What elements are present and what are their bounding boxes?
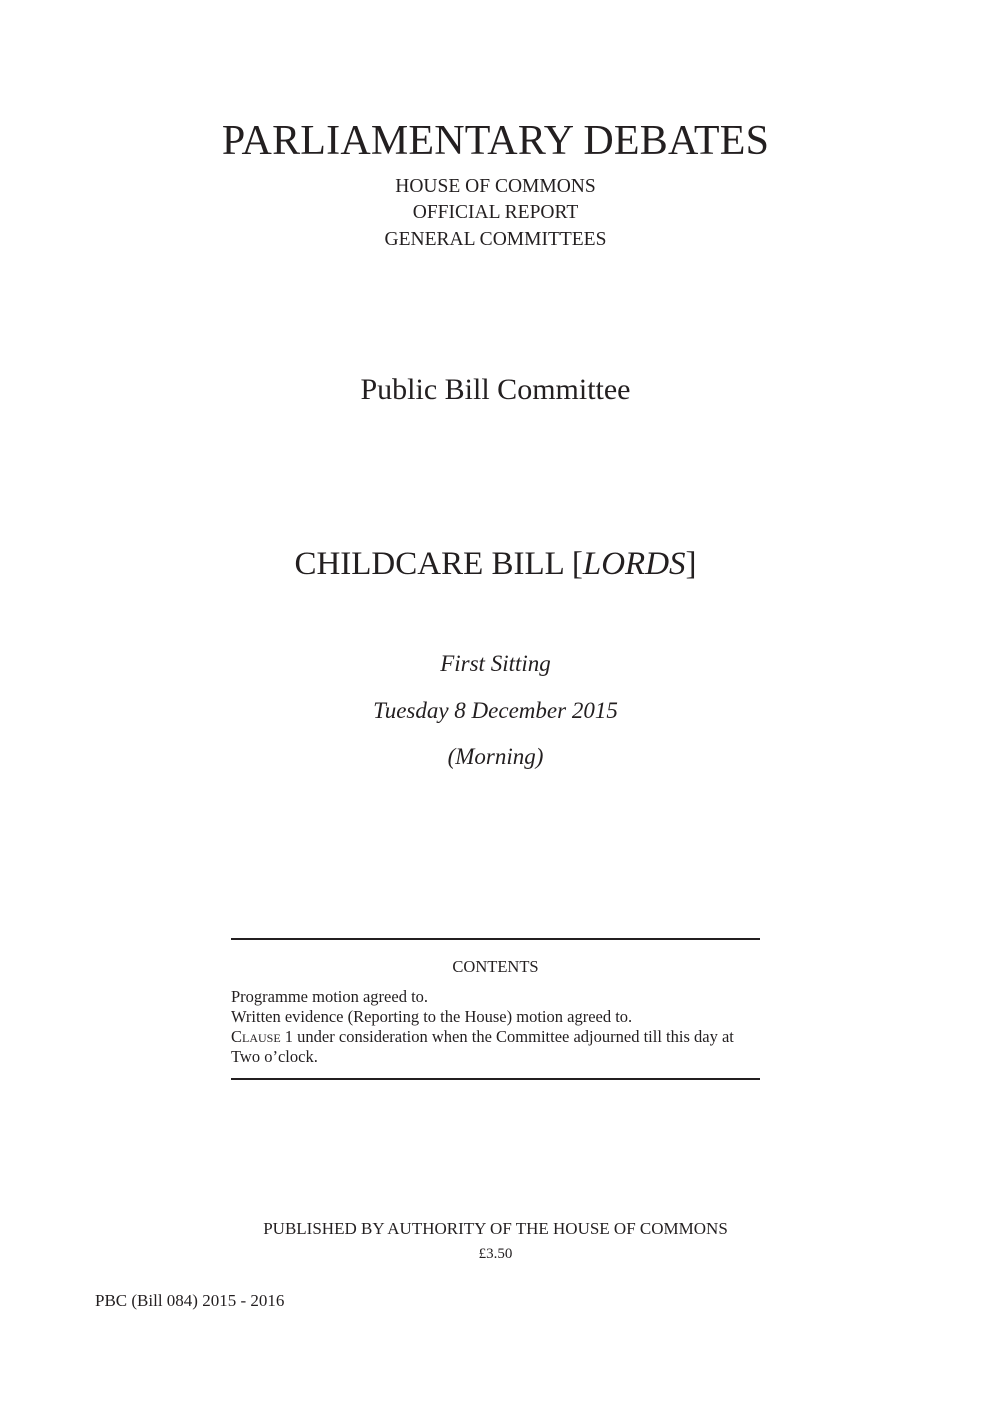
report-type: OFFICIAL REPORT — [412, 202, 579, 223]
committee-name: Public Bill Committee — [360, 373, 631, 406]
publisher-line: PUBLISHED BY AUTHORITY OF THE HOUSE OF COMMONS — [263, 1219, 728, 1238]
bill-title — [0, 544, 991, 584]
contents-bottom-rule — [231, 1078, 760, 1080]
bill-origin: LORDS — [582, 546, 686, 582]
sitting-date: Tuesday 8 December 2015 — [373, 698, 618, 723]
document-reference: PBC (Bill 084) 2015 - 2016 — [95, 1291, 285, 1310]
sitting-session: (Morning) — [447, 744, 544, 769]
contents-item: Programme motion agreed to. — [231, 987, 429, 1006]
contents-heading: CONTENTS — [452, 957, 539, 976]
house-name: HOUSE OF COMMONS — [395, 176, 596, 197]
committee-type: GENERAL COMMITTEES — [384, 229, 607, 250]
contents-top-rule — [231, 938, 760, 940]
document-title: PARLIAMENTARY DEBATES — [221, 118, 770, 164]
contents-list — [231, 987, 760, 1067]
price: £3.50 — [478, 1246, 513, 1262]
clause-label: Clause — [231, 1027, 281, 1046]
sitting-number: First Sitting — [440, 651, 551, 676]
bill-bracket: ] — [685, 546, 697, 582]
clause-text: 1 under consideration when the Committee adjourned till this day at Two o’clock. — [231, 1027, 734, 1066]
contents-item — [231, 1027, 760, 1067]
contents-item: Written evidence (Reporting to the House) motion agreed to. — [231, 1007, 633, 1026]
bill-name: CHILDCARE BILL [ — [294, 546, 583, 582]
